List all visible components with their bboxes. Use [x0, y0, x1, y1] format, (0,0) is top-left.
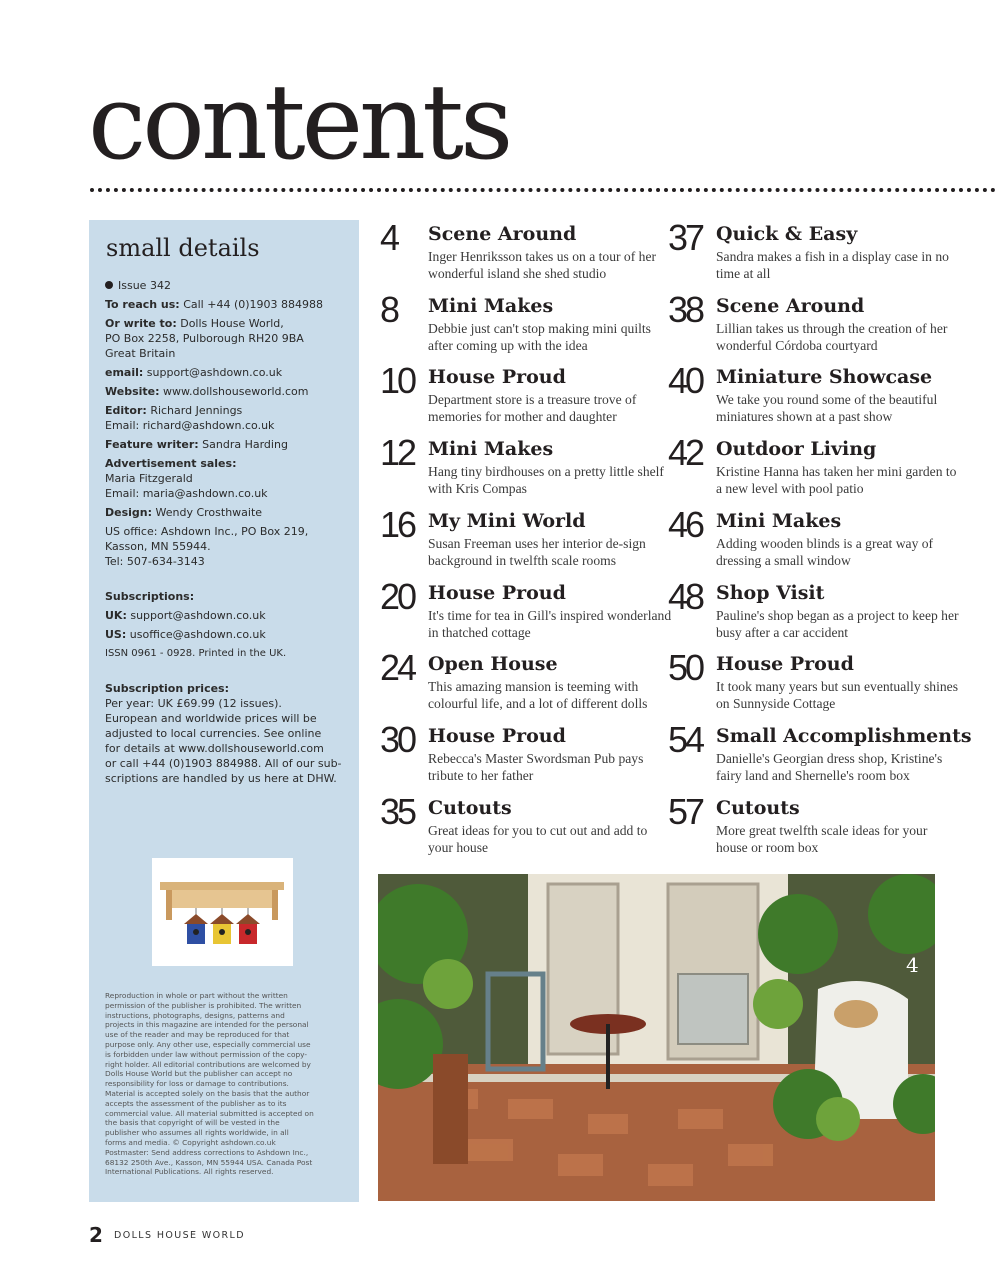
entry-page-number: 8: [380, 288, 398, 330]
us-office-line: US office: Ashdown Inc., PO Box 219, Kasson, MN 55944. Tel: 507-634-3143: [105, 525, 309, 568]
entry-description: We take you round some of the beautiful miniatures shown at a past show: [716, 392, 938, 425]
entry-page-number: 38: [668, 288, 703, 330]
entry-page-number: 10: [380, 360, 415, 402]
entry-page-number: 37: [668, 217, 703, 258]
legal-line: responsibility for loss or damage to contributions.: [105, 1079, 289, 1089]
legal-line: publisher who assumes all rights worldwide, in all: [105, 1128, 289, 1138]
patio-photo: [378, 874, 935, 1201]
legal-notice: [105, 991, 337, 1177]
contents-entry[interactable]: [380, 575, 672, 647]
contents-entry[interactable]: [668, 217, 958, 288]
legal-line: Postmaster: Send address corrections to Ashdown Inc.,: [105, 1147, 309, 1157]
contents-entry[interactable]: [668, 790, 958, 862]
entry-title: House Proud: [716, 653, 854, 676]
entry-title: Miniature Showcase: [716, 366, 933, 389]
legal-line: purpose only. Any other use, especially commercial use: [105, 1039, 311, 1049]
entry-page-number: 35: [380, 790, 415, 832]
entry-title: Cutouts: [716, 796, 800, 819]
entry-description: Kristine Hanna has taken her mini garden to a new level with pool patio: [716, 464, 957, 497]
entry-page-number: 12: [380, 432, 415, 474]
contents-entry[interactable]: [668, 432, 958, 503]
legal-line: is forbidden under law without permission of the copy-: [105, 1049, 308, 1059]
editor-line: Editor: Richard Jennings Email: richard@ashdown.co.uk: [105, 404, 275, 432]
entry-title: Mini Makes: [716, 509, 842, 532]
website-line: Website: www.dollshouseworld.com: [105, 385, 309, 398]
feature-line: Feature writer: Sandra Harding: [105, 438, 288, 451]
entry-title: Cutouts: [428, 796, 512, 819]
entry-title: Scene Around: [428, 223, 577, 245]
contents-entry[interactable]: [668, 503, 958, 575]
bullet-icon: [105, 281, 113, 289]
legal-line: forms and media. © Copyright ashdown.co.uk: [105, 1137, 276, 1147]
entry-description: Debbie just can't stop making mini quilts after coming up with the idea: [428, 320, 651, 353]
panel-title: small details: [106, 234, 260, 262]
legal-line: Dolls House World but the publisher can accept no: [105, 1069, 293, 1079]
entry-description: Hang tiny birdhouses on a pretty little shelf with Kris Compas: [428, 464, 664, 497]
contents-entry[interactable]: [380, 432, 670, 503]
write-line: Or write to: Dolls House World, PO Box 2258, Pulborough RH20 9BA Great Britain: [105, 317, 304, 360]
subs-us-line: US: usoffice@ashdown.co.uk: [105, 628, 266, 641]
legal-line: permission of the publisher is prohibited. The written: [105, 1000, 302, 1010]
legal-line: the basis that copyright of will be vested in the: [105, 1118, 280, 1128]
legal-line: Material is accepted solely on the basis that the author: [105, 1088, 310, 1098]
website-link[interactable]: www.dollshouseworld.com: [163, 385, 309, 398]
subs-uk-line: UK: support@ashdown.co.uk: [105, 609, 266, 622]
contents-entry[interactable]: [380, 217, 670, 288]
entry-description: Sandra makes a fish in a display case in no time at all: [716, 249, 949, 281]
entry-page-number: 50: [668, 647, 703, 689]
dotted-divider: [90, 188, 996, 192]
entry-description: Great ideas for you to cut out and add to your house: [428, 822, 648, 855]
entry-title: Mini Makes: [428, 294, 554, 317]
contents-entry[interactable]: [668, 718, 972, 790]
entry-title: Small Accomplishments: [716, 724, 972, 747]
entry-page-number: 4: [380, 217, 398, 258]
issn-line: ISSN 0961 - 0928. Printed in the UK.: [105, 648, 287, 659]
entry-page-number: 16: [380, 503, 415, 545]
reach-line: To reach us: Call +44 (0)1903 884988: [105, 298, 324, 311]
entry-page-number: 42: [668, 432, 703, 474]
entry-title: Open House: [428, 653, 558, 676]
entry-description: Adding wooden blinds is a great way of dressing a small window: [716, 535, 934, 568]
prices-block: Subscription prices: Per year: UK £69.99 (12 issues). European and worldwide prices will be adjusted to local currencies. See online for details at www.dollshouseworld.com or call +44 (0)1903 884988. All of our sub- scriptions are handled by us here at DHW.: [105, 682, 342, 785]
design-line: Design: Wendy Crosthwaite: [105, 506, 263, 519]
birdhouse-shelf-image: [152, 858, 293, 966]
contents-entry[interactable]: [380, 647, 670, 718]
legal-line: Reproduction in whole or part without the written: [105, 991, 288, 1000]
legal-line: 68132 250th Ave., Kasson, MN 55944 USA. Canada Post: [105, 1157, 313, 1167]
entry-title: Shop Visit: [716, 581, 825, 604]
entry-page-number: 57: [668, 790, 703, 832]
legal-line: right holder. All editorial contributions are welcomed by: [105, 1059, 311, 1069]
entry-description: Rebecca's Master Swordsman Pub pays tribute to her father: [428, 750, 644, 783]
legal-line: projects in this magazine are intended for the personal: [105, 1020, 309, 1030]
entry-page-number: 54: [668, 718, 703, 760]
subs-heading: Subscriptions:: [105, 590, 195, 603]
publication-info: [105, 278, 347, 790]
contents-entry[interactable]: [668, 647, 958, 718]
issue-line: Issue 342: [105, 278, 347, 293]
contents-entry[interactable]: [380, 288, 670, 360]
entry-title: My Mini World: [428, 509, 586, 532]
entry-description: Lillian takes us through the creation of her wonderful Córdoba courtyard: [716, 320, 948, 353]
contents-entry[interactable]: [380, 790, 670, 862]
legal-line: commercial value. All material submitted is accepted on: [105, 1108, 314, 1118]
entry-title: Quick & Easy: [716, 223, 858, 245]
entry-description: Inger Henriksson takes us on a tour of her wonderful island she shed studio: [428, 249, 657, 281]
entry-description: It took many years but sun eventually shines on Sunnyside Cottage: [716, 679, 958, 712]
small-details-panel: [89, 220, 359, 1202]
magazine-name: DOLLS HOUSE WORLD: [114, 1230, 245, 1241]
entry-description: Danielle's Georgian dress shop, Kristine's fairy land and Shernelle's room box: [716, 750, 943, 783]
entry-page-number: 46: [668, 503, 703, 545]
entry-title: Mini Makes: [428, 438, 554, 461]
entry-title: Outdoor Living: [716, 438, 877, 461]
entry-page-number: 20: [380, 575, 415, 617]
legal-line: International Publications. All rights reserved.: [105, 1167, 274, 1177]
entry-description: Department store is a treasure trove of memories for mother and daughter: [428, 392, 637, 425]
contents-entry[interactable]: [668, 288, 958, 360]
page-number: 2: [89, 1223, 103, 1247]
contents-entry[interactable]: [380, 718, 670, 790]
entry-page-number: 24: [380, 647, 415, 689]
entry-description: Pauline's shop began as a project to keep her busy after a car accident: [716, 607, 959, 640]
legal-line: instructions, photographs, designs, patterns and: [105, 1010, 285, 1020]
entry-page-number: 48: [668, 575, 703, 617]
entry-title: Scene Around: [716, 294, 865, 317]
entry-page-number: 30: [380, 718, 415, 760]
legal-line: use of the reader and may be reproduced for that: [105, 1030, 290, 1040]
photo-page-ref: 4: [906, 953, 919, 977]
contents-entry[interactable]: [380, 503, 670, 575]
email-line: email: support@ashdown.co.uk: [105, 366, 283, 379]
email-link[interactable]: support@ashdown.co.uk: [146, 366, 283, 379]
entry-title: House Proud: [428, 581, 566, 604]
entry-title: House Proud: [428, 366, 566, 389]
entry-description: This amazing mansion is teeming with colourful life, and a lot of different dolls: [428, 679, 648, 712]
entry-description: Susan Freeman uses her interior de-sign background in twelfth scale rooms: [428, 535, 646, 568]
entry-description: More great twelfth scale ideas for your house or room box: [716, 822, 928, 855]
contents-entry[interactable]: [380, 360, 670, 431]
entry-title: House Proud: [428, 724, 566, 747]
contents-entry[interactable]: [668, 575, 959, 647]
entry-description: It's time for tea in Gill's inspired wonderland in thatched cottage: [428, 607, 672, 640]
legal-line: accepts the assessment of the publisher as to its: [105, 1098, 287, 1108]
entry-page-number: 40: [668, 360, 703, 402]
contents-entry[interactable]: [668, 360, 958, 431]
page-title: contents: [88, 61, 510, 183]
ads-line: Advertisement sales: Maria Fitzgerald Email: maria@ashdown.co.uk: [105, 457, 268, 500]
